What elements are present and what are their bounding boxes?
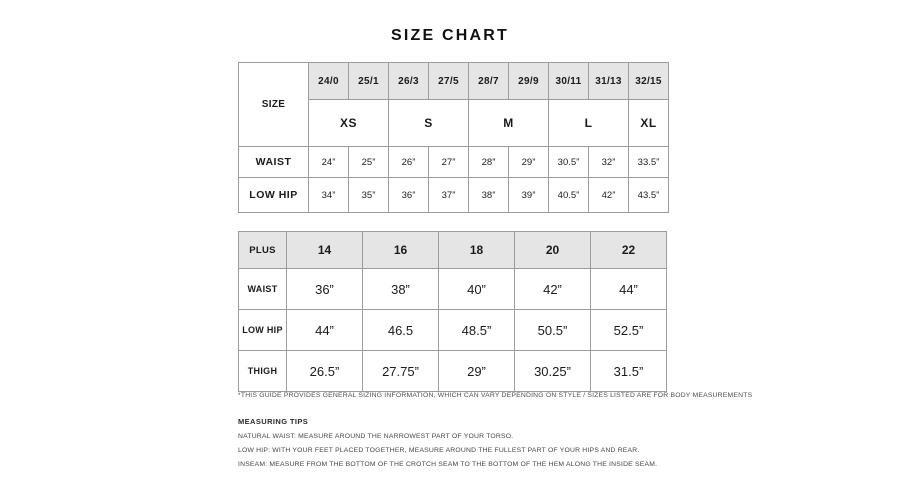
numeric-size-header: 24/0 (309, 63, 349, 100)
measurement-cell: 44” (591, 269, 667, 310)
measurement-cell: 52.5” (591, 310, 667, 351)
measurement-cell: 31.5” (591, 351, 667, 392)
measurement-cell: 26” (389, 147, 429, 178)
measurement-cell: 26.5” (287, 351, 363, 392)
measurement-cell: 27.75” (363, 351, 439, 392)
numeric-size-header: 25/1 (349, 63, 389, 100)
measurement-cell: 48.5” (439, 310, 515, 351)
measuring-tips-list (238, 433, 898, 475)
measurement-cell: 33.5” (629, 147, 669, 178)
numeric-size-header: 30/11 (549, 63, 589, 100)
measuring-tip-low-hip: LOW HIP: WITH YOUR FEET PLACED TOGETHER, MEASURE AROUND THE FULLEST PART OF YOUR HIPS AND REAR. (238, 447, 640, 454)
plus-size-header: 22 (591, 232, 667, 269)
plus-size-header: 14 (287, 232, 363, 269)
table-row (239, 178, 669, 213)
letter-size-header: XL (629, 100, 669, 147)
measurement-cell: 46.5 (363, 310, 439, 351)
measurement-cell: 28” (469, 147, 509, 178)
measurement-cell: 40” (439, 269, 515, 310)
measuring-tip-inseam: INSEAM: MEASURE FROM THE BOTTOM OF THE CROTCH SEAM TO THE BOTTOM OF THE HEM ALONG THE INSIDE SEAM. (238, 461, 658, 468)
measurement-cell: 29” (509, 147, 549, 178)
numeric-size-header: 27/5 (429, 63, 469, 100)
numeric-size-header: 28/7 (469, 63, 509, 100)
letter-size-header: S (389, 100, 469, 147)
measurement-cell: 38” (363, 269, 439, 310)
measurement-cell: 50.5” (515, 310, 591, 351)
measuring-tip-natural-waist: NATURAL WAIST: MEASURE AROUND THE NARROWEST PART OF YOUR TORSO. (238, 433, 514, 440)
plus-size-table (238, 231, 667, 392)
measurement-cell: 35” (349, 178, 389, 213)
row-label: LOW HIP (239, 310, 287, 351)
plus-size-header: 18 (439, 232, 515, 269)
row-label: THIGH (239, 351, 287, 392)
measurement-cell: 30.25” (515, 351, 591, 392)
measurement-cell: 29” (439, 351, 515, 392)
table-row (239, 351, 667, 392)
table-row (239, 269, 667, 310)
size-table-corner-label: SIZE (239, 63, 309, 147)
measurement-cell: 42” (589, 178, 629, 213)
row-label: WAIST (239, 269, 287, 310)
measurement-cell: 38” (469, 178, 509, 213)
measurement-cell: 34” (309, 178, 349, 213)
measurement-cell: 27” (429, 147, 469, 178)
measurement-cell: 32” (589, 147, 629, 178)
measurement-cell: 43.5” (629, 178, 669, 213)
measurement-cell: 42” (515, 269, 591, 310)
table-row (239, 310, 667, 351)
measurement-cell: 40.5” (549, 178, 589, 213)
sizing-disclaimer: *THIS GUIDE PROVIDES GENERAL SIZING INFORMATION, WHICH CAN VARY DEPENDING ON STYLE / SIZES LISTED ARE FOR BODY MEASUREMENTS (238, 392, 753, 399)
measurement-cell: 37” (429, 178, 469, 213)
letter-size-header: XS (309, 100, 389, 147)
standard-size-table (238, 62, 669, 213)
plus-table-corner-label: PLUS (239, 232, 287, 269)
measurement-cell: 30.5” (549, 147, 589, 178)
plus-size-header: 16 (363, 232, 439, 269)
numeric-size-header: 29/9 (509, 63, 549, 100)
table-row (239, 147, 669, 178)
letter-size-header: L (549, 100, 629, 147)
numeric-size-header: 31/13 (589, 63, 629, 100)
numeric-size-header: 32/15 (629, 63, 669, 100)
measurement-cell: 44” (287, 310, 363, 351)
row-label: WAIST (239, 147, 309, 178)
measurement-cell: 39” (509, 178, 549, 213)
measuring-tips-heading: MEASURING TIPS (238, 417, 309, 426)
numeric-size-header: 26/3 (389, 63, 429, 100)
plus-size-header: 20 (515, 232, 591, 269)
measurement-cell: 36” (389, 178, 429, 213)
measurement-cell: 25” (349, 147, 389, 178)
letter-size-header: M (469, 100, 549, 147)
page-title: SIZE CHART (391, 27, 509, 44)
measurement-cell: 36” (287, 269, 363, 310)
row-label: LOW HIP (239, 178, 309, 213)
measurement-cell: 24” (309, 147, 349, 178)
